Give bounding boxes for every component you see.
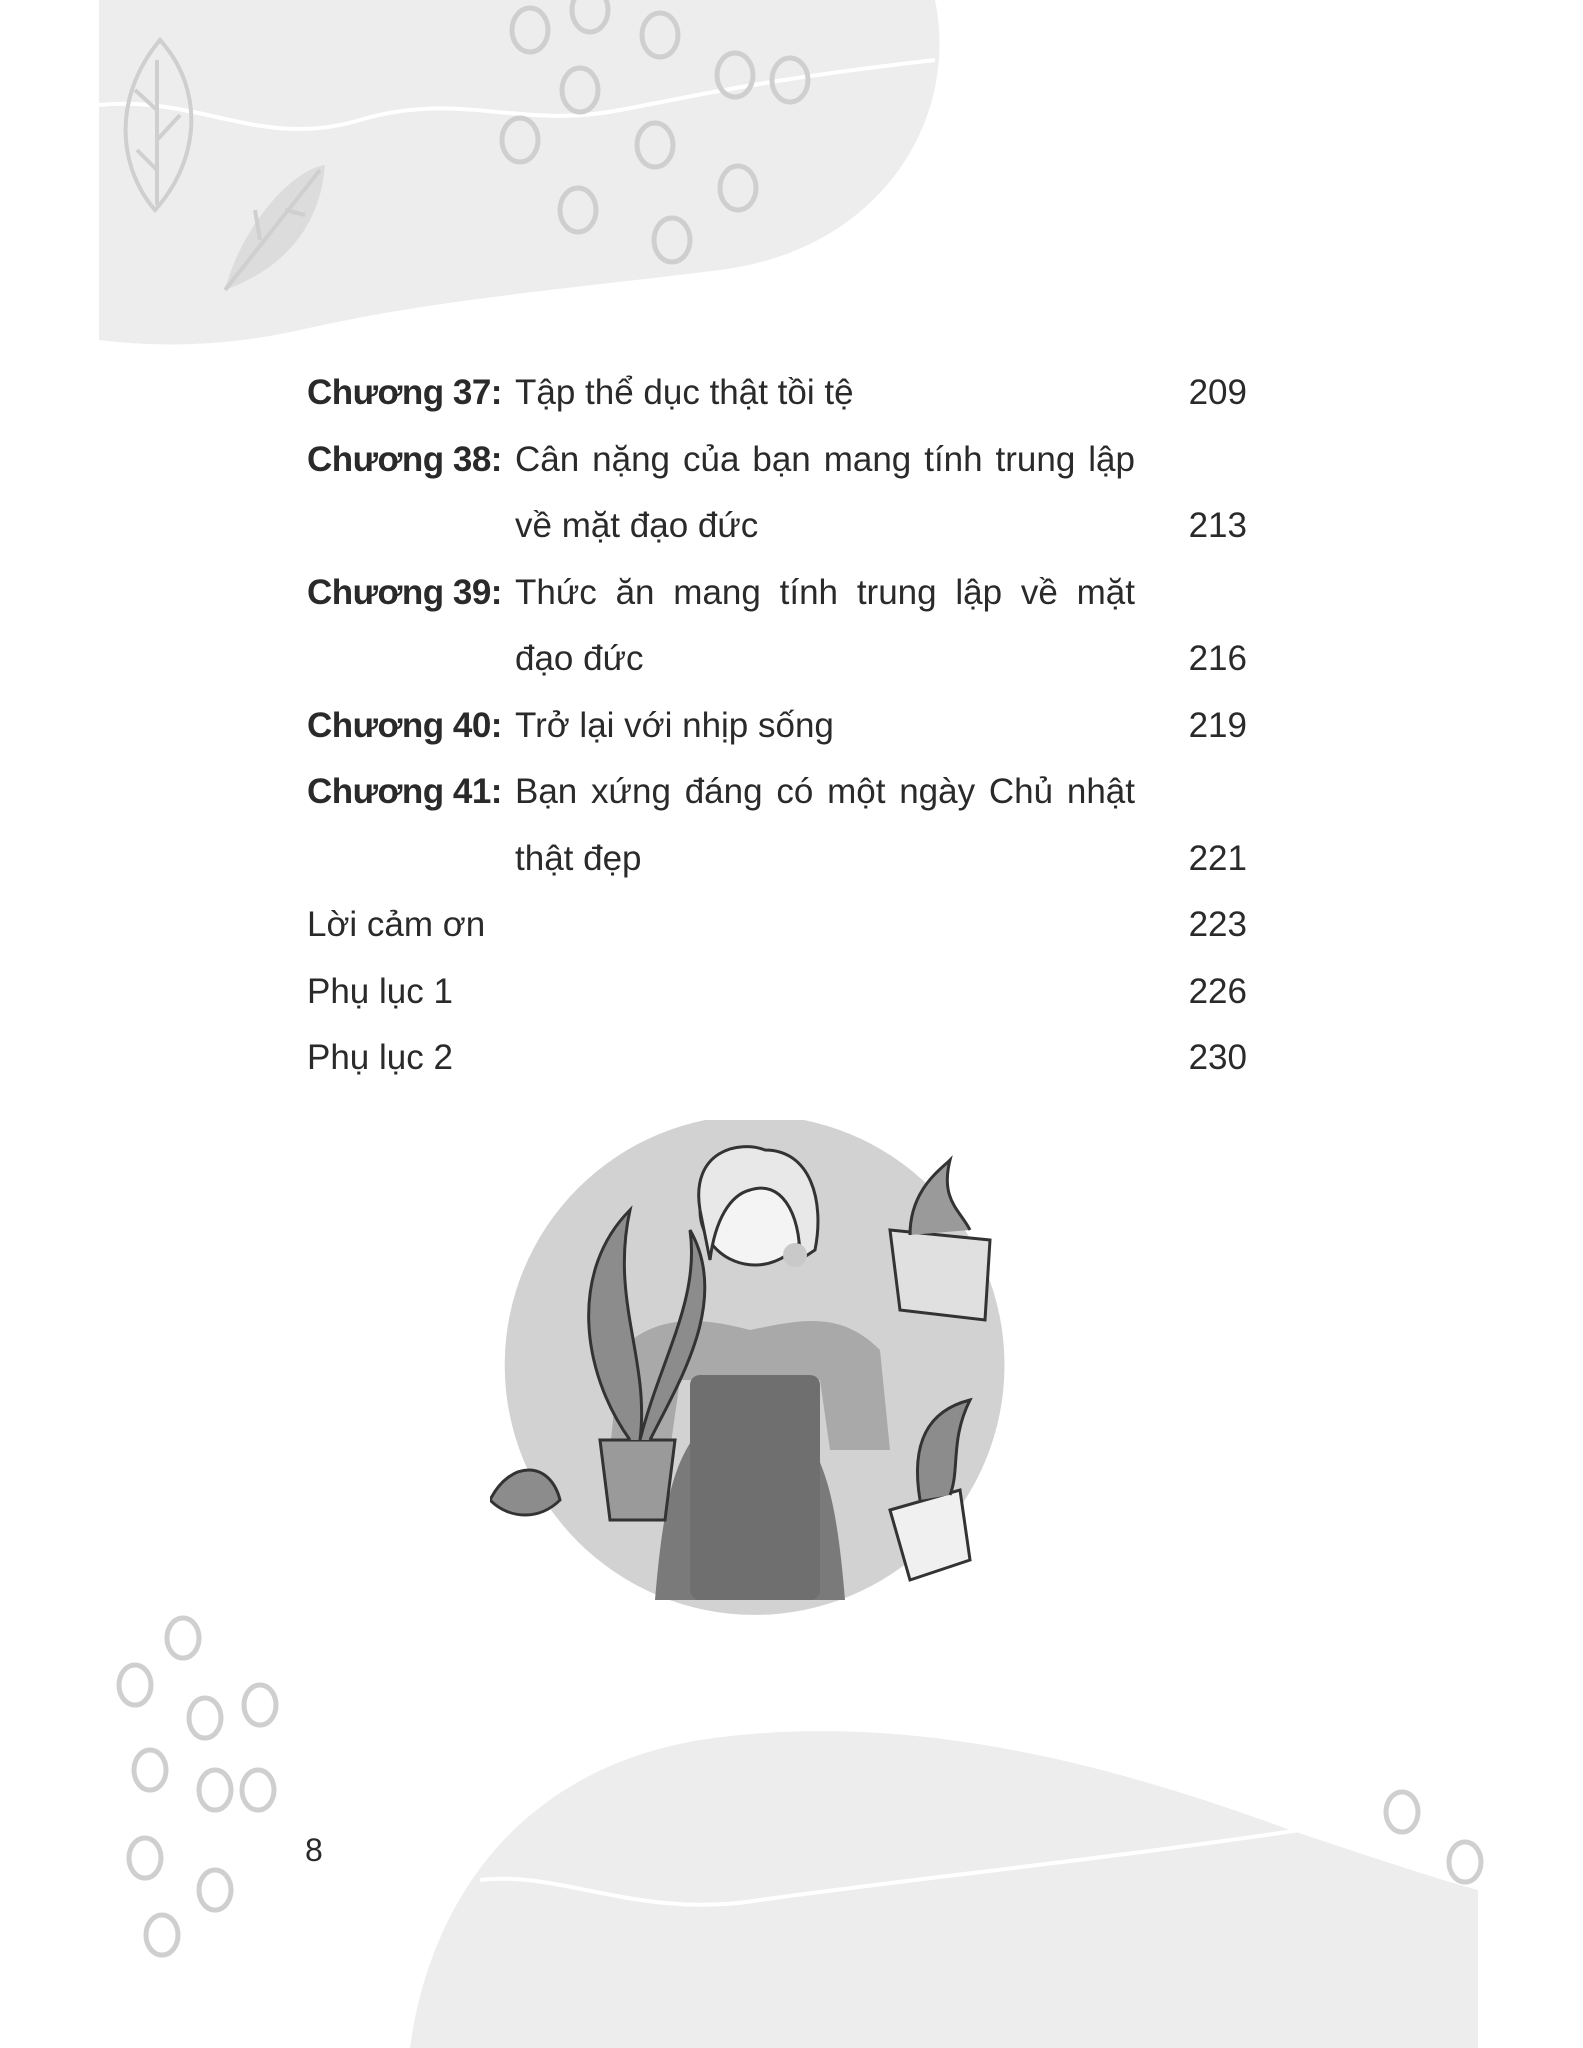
toc-entry[interactable] bbox=[307, 1025, 1247, 1092]
chapter-label: Chương 38: bbox=[307, 439, 502, 479]
chapter-title: về mặt đạo đức bbox=[515, 506, 759, 545]
toc-entry[interactable] bbox=[307, 759, 1247, 826]
page-ref: 223 bbox=[1188, 905, 1247, 944]
toc-entry[interactable] bbox=[307, 959, 1247, 1026]
chapter-label: Chương 41: bbox=[307, 772, 502, 811]
page-number: 8 bbox=[305, 1832, 323, 1868]
chapter-title: Thức ăn mang tính trung lập về mặt bbox=[515, 572, 1135, 612]
page-ref: 221 bbox=[1188, 838, 1247, 878]
toc-entry-continued[interactable] bbox=[307, 493, 1247, 560]
table-of-contents bbox=[307, 360, 1247, 1092]
chapter-label: Chương 39: bbox=[307, 572, 502, 612]
section-title: Phụ lục 1 bbox=[307, 971, 453, 1011]
chapter-title: Cân nặng của bạn mang tính trung lập bbox=[515, 439, 1135, 479]
toc-entry-continued[interactable] bbox=[307, 626, 1247, 693]
toc-entry[interactable] bbox=[307, 360, 1247, 427]
toc-entry[interactable] bbox=[307, 892, 1247, 959]
gardener-illustration bbox=[490, 1120, 1050, 1620]
toc-entry-continued[interactable] bbox=[307, 826, 1247, 893]
toc-entry[interactable] bbox=[307, 427, 1247, 494]
chapter-title: Tập thể dục thật tồi tệ bbox=[515, 373, 854, 412]
chapter-title: Trở lại với nhịp sống bbox=[515, 705, 834, 745]
page-ref: 226 bbox=[1188, 971, 1247, 1011]
page-ref: 230 bbox=[1188, 1038, 1247, 1077]
page-ref: 209 bbox=[1188, 373, 1247, 412]
toc-entry[interactable] bbox=[307, 560, 1247, 627]
chapter-label: Chương 37: bbox=[307, 373, 502, 412]
page-ref: 219 bbox=[1188, 705, 1247, 745]
chapter-title: Bạn xứng đáng có một ngày Chủ nhật bbox=[515, 772, 1135, 811]
chapter-title: đạo đức bbox=[515, 639, 644, 678]
section-title: Lời cảm ơn bbox=[307, 905, 486, 944]
page-ref: 213 bbox=[1188, 506, 1247, 545]
toc-entry[interactable] bbox=[307, 693, 1247, 760]
chapter-title: thật đẹp bbox=[515, 838, 642, 878]
section-title: Phụ lục 2 bbox=[307, 1038, 453, 1077]
chapter-label: Chương 40: bbox=[307, 705, 502, 745]
page-ref: 216 bbox=[1188, 639, 1247, 678]
